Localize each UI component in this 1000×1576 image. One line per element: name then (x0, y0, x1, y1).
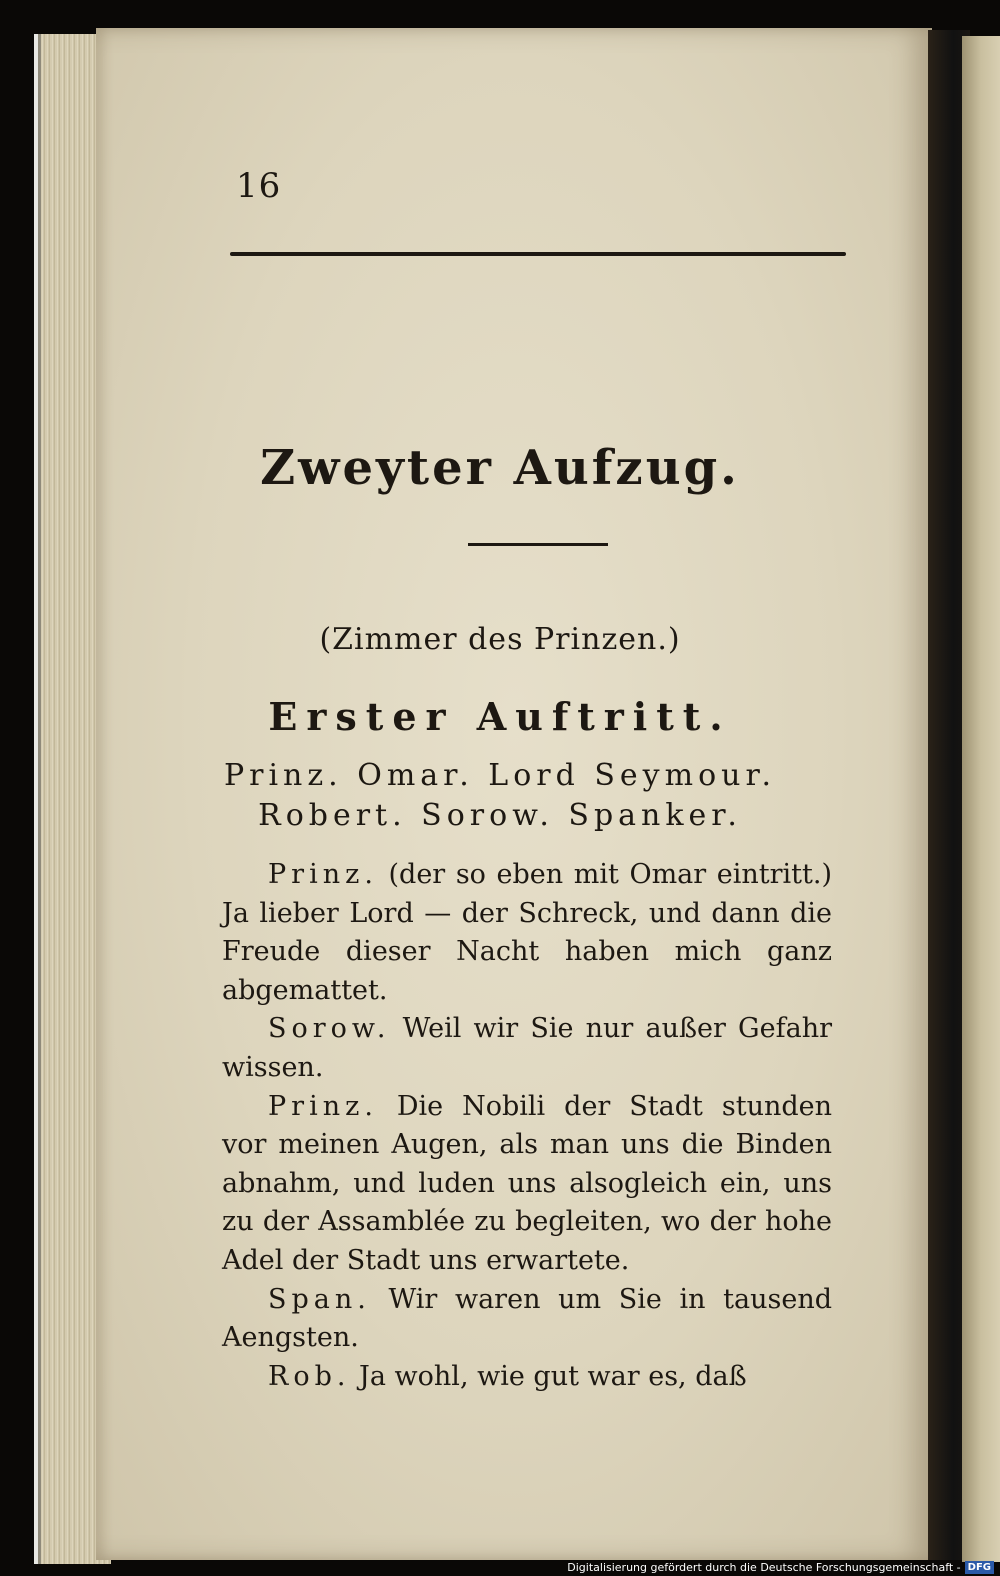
dfg-logo: DFG (965, 1561, 994, 1574)
speaker-name: Prinz. (268, 859, 378, 890)
dialogue-paragraph (222, 856, 832, 1010)
dialogue-paragraph (222, 1088, 832, 1281)
footer-credit: Digitalisierung gefördert durch die Deutsche Forschungsgemeinschaft - (567, 1560, 961, 1574)
scene-title: Erster Auftritt. (268, 694, 732, 739)
dialogue-paragraph (222, 1281, 832, 1358)
title-rule (468, 543, 608, 546)
header-rule (230, 252, 846, 256)
dialogue-text: Weil wir Sie nur außer Gefahr wissen. (222, 1013, 832, 1083)
dialogue-text: Ja wohl, wie gut war es, daß (359, 1360, 747, 1392)
cast-line: Prinz. Omar. Lord Seymour. (223, 758, 777, 793)
scene-setting: (Zimmer des Prinzen.) (319, 622, 681, 657)
dialogue-text: (der so eben mit Omar eintritt.) Ja lieber Lord — der Schreck, und dann die Freude dieser Nacht haben mich ganz abgemattet. (222, 859, 832, 1006)
dialogue-body (222, 856, 832, 1396)
dialogue-paragraph (222, 1358, 832, 1397)
digitization-footer (567, 1560, 994, 1574)
speaker-name: Sorow. (268, 1013, 391, 1045)
act-title: Zweyter Aufzug. (260, 440, 740, 496)
dialogue-text: Die Nobili der Stadt stunden vor meinen Augen, als man uns die Binden abnahm, und luden uns alsogleich ein, uns zu der Assamblée zu begleiten, wo der hohe Adel der Stadt uns erwartete. (222, 1090, 832, 1276)
page-number: 16 (236, 166, 282, 206)
speaker-name: Rob. (268, 1360, 351, 1392)
dialogue-paragraph (222, 1010, 832, 1087)
dialogue-text: Wir waren um Sie in tausend Aengsten. (222, 1283, 832, 1354)
speaker-name: Span. (268, 1283, 371, 1315)
cast-line: Robert. Sorow. Spanker. (258, 798, 742, 833)
speaker-name: Prinz. (268, 1090, 378, 1122)
